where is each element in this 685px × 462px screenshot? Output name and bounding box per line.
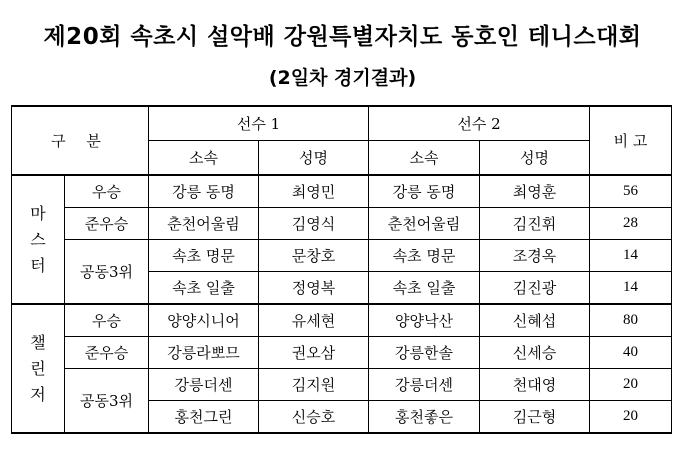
rank-cell: 우승 <box>65 175 149 208</box>
p2-club-cell: 양양낙산 <box>369 304 480 337</box>
player2-header: 선수 2 <box>369 106 590 141</box>
p2-name-cell: 신혜섭 <box>480 304 590 337</box>
p1-name-cell: 정영복 <box>259 272 369 305</box>
p2-name-header: 성명 <box>480 141 590 176</box>
p1-name-cell: 유세현 <box>259 304 369 337</box>
p2-club-cell: 강릉더센 <box>369 369 480 401</box>
p2-name-cell: 김진휘 <box>480 208 590 240</box>
p2-name-cell: 조경옥 <box>480 240 590 272</box>
table-row <box>12 208 672 240</box>
remark-cell: 40 <box>590 337 672 369</box>
table-row <box>12 369 672 401</box>
rank-cell: 준우승 <box>65 208 149 240</box>
p1-name-cell: 최영민 <box>259 175 369 208</box>
p1-name-cell: 신승호 <box>259 401 369 434</box>
p2-club-cell: 춘천어울림 <box>369 208 480 240</box>
rank-cell: 공동3위 <box>65 369 149 434</box>
results-table <box>11 105 672 434</box>
p1-club-cell: 강릉 동명 <box>149 175 259 208</box>
remark-cell: 14 <box>590 272 672 305</box>
p2-club-cell: 홍천좋은 <box>369 401 480 434</box>
p1-club-cell: 강릉라뽀므 <box>149 337 259 369</box>
player1-header: 선수 1 <box>149 106 369 141</box>
division-label-master: 마 스 터 <box>12 175 65 304</box>
p2-club-cell: 속초 일출 <box>369 272 480 305</box>
table-row <box>12 175 672 208</box>
p1-club-cell: 속초 일출 <box>149 272 259 305</box>
rank-cell: 우승 <box>65 304 149 337</box>
p1-club-cell: 양양시니어 <box>149 304 259 337</box>
p1-club-cell: 춘천어울림 <box>149 208 259 240</box>
p1-club-cell: 강릉더센 <box>149 369 259 401</box>
p2-affiliation-header: 소속 <box>369 141 480 176</box>
document-title: 제20회 속초시 설악배 강원특별자치도 동호인 테니스대회 <box>43 24 642 50</box>
remarks-header: 비 고 <box>590 106 672 175</box>
p2-club-cell: 강릉 동명 <box>369 175 480 208</box>
rank-cell: 준우승 <box>65 337 149 369</box>
p1-club-cell: 홍천그린 <box>149 401 259 434</box>
p1-name-cell: 김지원 <box>259 369 369 401</box>
p2-name-cell: 김진광 <box>480 272 590 305</box>
p2-name-cell: 김근형 <box>480 401 590 434</box>
remark-cell: 14 <box>590 240 672 272</box>
remark-cell: 28 <box>590 208 672 240</box>
p1-name-cell: 문창호 <box>259 240 369 272</box>
division-label-challenger: 챌 린 저 <box>12 304 65 433</box>
header-row-1 <box>12 106 672 141</box>
p2-club-cell: 속초 명문 <box>369 240 480 272</box>
p1-name-cell: 권오삼 <box>259 337 369 369</box>
p1-club-cell: 속초 명문 <box>149 240 259 272</box>
p2-name-cell: 최영훈 <box>480 175 590 208</box>
p1-affiliation-header: 소속 <box>149 141 259 176</box>
document-subtitle: (2일차 경기결과) <box>268 67 417 89</box>
rank-cell: 공동3위 <box>65 240 149 305</box>
remark-cell: 20 <box>590 401 672 434</box>
remark-cell: 80 <box>590 304 672 337</box>
p1-name-header: 성명 <box>259 141 369 176</box>
table-row <box>12 304 672 337</box>
remark-cell: 20 <box>590 369 672 401</box>
p2-name-cell: 천대영 <box>480 369 590 401</box>
p2-club-cell: 강릉한솔 <box>369 337 480 369</box>
table-row <box>12 337 672 369</box>
p2-name-cell: 신세승 <box>480 337 590 369</box>
remark-cell: 56 <box>590 175 672 208</box>
p1-name-cell: 김영식 <box>259 208 369 240</box>
table-row <box>12 240 672 272</box>
division-header: 구 분 <box>12 106 149 175</box>
